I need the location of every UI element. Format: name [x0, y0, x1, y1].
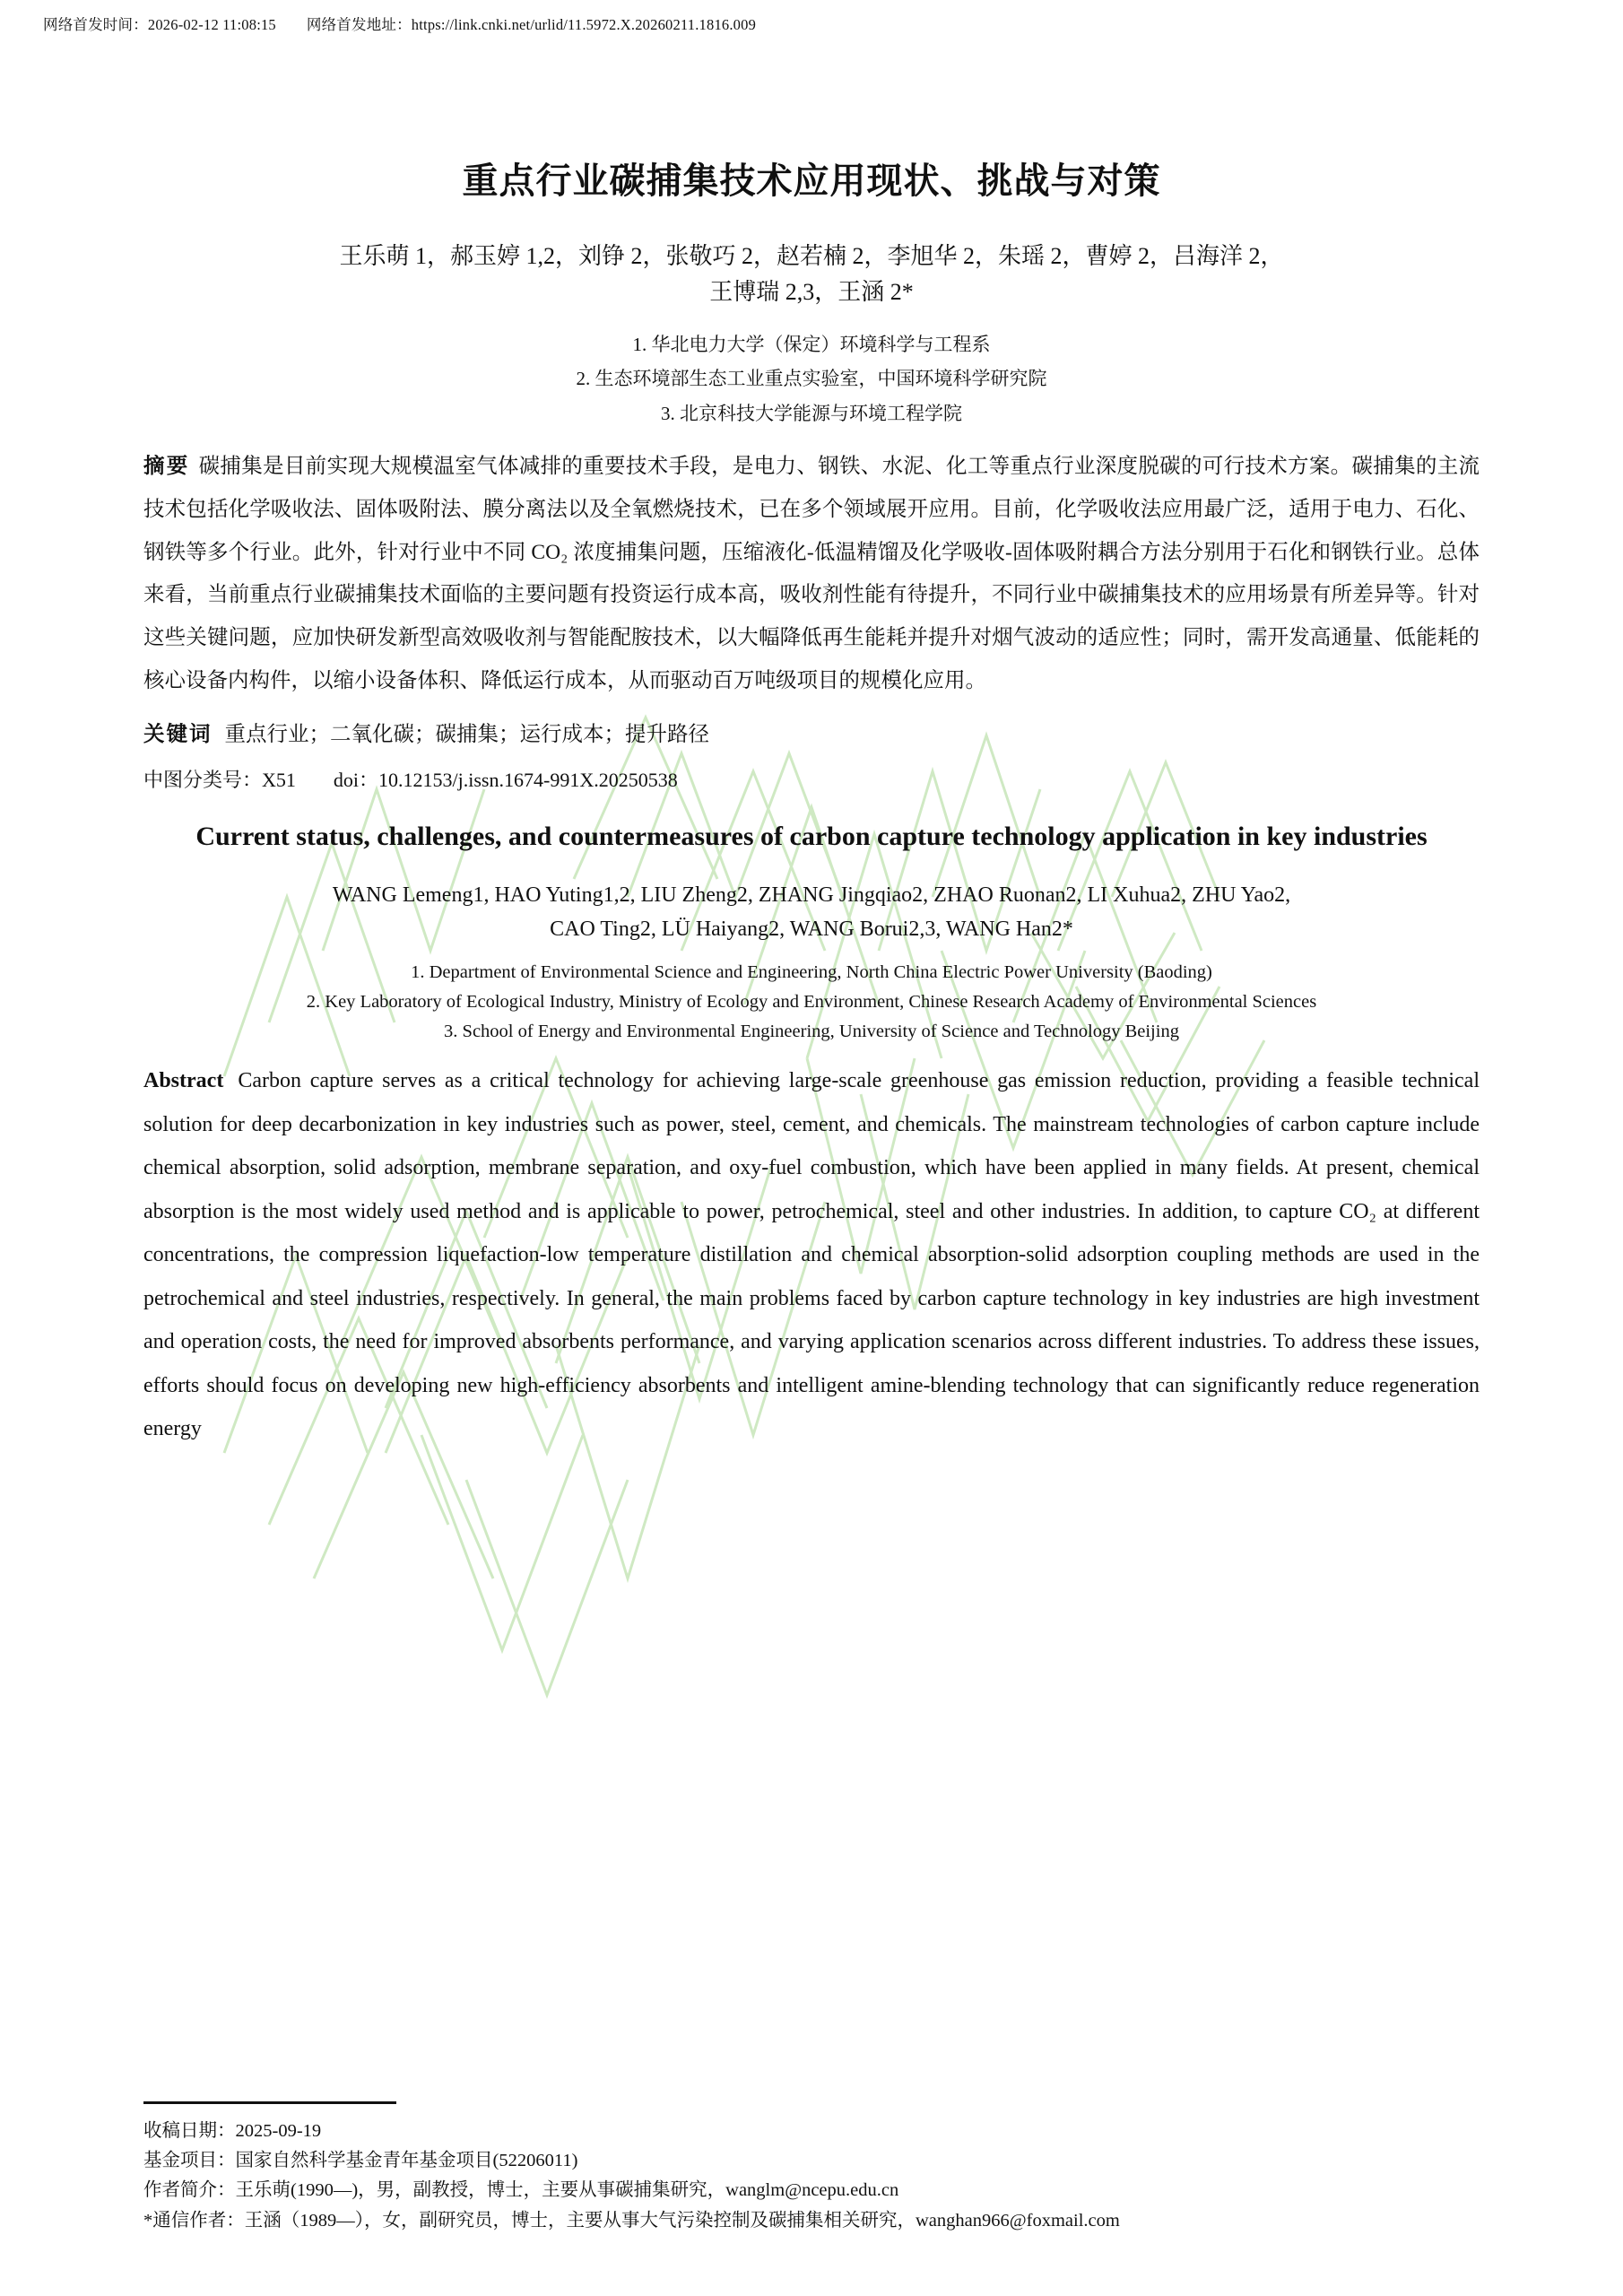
- author-bio-label: 作者简介：: [143, 2180, 236, 2201]
- doi-value[interactable]: 10.12153/j.issn.1674-991X.20250538: [378, 768, 678, 791]
- english-abstract: [143, 1059, 1480, 1450]
- english-title: Current status, challenges, and countermeasures of carbon capture technology application in key industries: [195, 821, 1428, 851]
- chinese-abstract-label: 摘要: [143, 455, 190, 479]
- chinese-abstract-text: 碳捕集是目前实现大规模温室气体减排的重要技术手段，是电力、钢铁、水泥、化工等重点行业深度脱碳的可行技术方案。碳捕集的主流技术包括化学吸收法、固体吸附法、膜分离法以及全氧燃烧技术，已在多个领域展开应用。目前，化学吸收法应用最广泛，适用于电力、石化、钢铁等多个行业。此外，针对行业中不同 CO₂ 浓度捕集问题，压缩液化-低温精馏及化学吸收-固体吸附耦合方法分别用于石化和钢铁行业。总体来看，当前重点行业碳捕集技术面临的主要问题有投资运行成本高，吸收剂性能有待提升，不同行业中碳捕集技术的应用场景有所差异等。针对这些关键问题，应加快研发新型高效吸收剂与智能配胺技术，以大幅降低再生能耗并提升对烟气波动的适应性；同时，需开发高通量、低能耗的核心设备内构件，以缩小设备体积、降低运行成本，从而驱动百万吨级项目的规模化应用。: [143, 455, 1480, 692]
- corresponding-label: *通信作者：: [143, 2210, 245, 2231]
- footnote-received: [143, 2117, 1542, 2146]
- english-affiliation-3: 3. School of Energy and Environmental Engineering, University of Science and Technology Beijing: [444, 1022, 1179, 1042]
- clc-label: 中图分类号：: [143, 768, 263, 791]
- footnote-author-bio: [143, 2176, 1542, 2205]
- received-value: 2025-09-19: [235, 2121, 322, 2141]
- fund-value: 国家自然科学基金青年基金项目(52206011): [235, 2151, 578, 2171]
- chinese-affiliation-1: 1. 华北电力大学（保定）环境科学与工程系: [632, 333, 991, 355]
- english-affiliation-2: 2. Key Laboratory of Ecological Industry, Ministry of Ecology and Environment, Chinese Research Academy of Environmental Sciences: [306, 992, 1317, 1013]
- chinese-affiliation-2: 2. 生态环境部生态工业重点实验室，中国环境科学研究院: [576, 368, 1047, 390]
- publish-time-value: 2026-02-12 11:08:15: [147, 16, 276, 33]
- footnote-fund: [143, 2146, 1542, 2176]
- chinese-affiliations: [143, 327, 1480, 432]
- chinese-authors-line-2: 王博瑞 2,3，王涵 2*: [709, 279, 914, 306]
- chinese-authors-line-1: 王乐萌 1，郝玉婷 1,2，刘铮 2，张敬巧 2，赵若楠 2，李旭华 2，朱瑶 2，曹婷 2，吕海洋 2，: [339, 243, 1284, 269]
- chinese-abstract: [143, 446, 1480, 702]
- chinese-keywords-text: 重点行业；二氧化碳；碳捕集；运行成本；提升路径: [224, 723, 709, 747]
- corresponding-value: 王涵（1989—），女，副研究员，博士，主要从事大气污染控制及碳捕集相关研究，wanghan966@foxmail.com: [244, 2210, 1120, 2231]
- clc-doi-line: [143, 762, 1480, 798]
- english-authors-line-2: CAO Ting2, LÜ Haiyang2, WANG Borui2,3, WANG Han2*: [550, 918, 1073, 942]
- publish-url-value[interactable]: https://link.cnki.net/urlid/11.5972.X.20260211.1816.009: [411, 16, 757, 33]
- chinese-keywords-label: 关键词: [143, 723, 213, 747]
- english-authors: [143, 878, 1480, 947]
- english-affiliation-1: 1. Department of Environmental Science and Engineering, North China Electric Power University (Baoding): [411, 961, 1212, 982]
- footnote-block: [143, 2117, 1542, 2236]
- chinese-keywords: [143, 715, 1480, 755]
- article-column: [143, 0, 1480, 1451]
- clc-value: X51: [262, 768, 296, 791]
- author-bio-value: 王乐萌(1990—)，男，副教授，博士，主要从事碳捕集研究，wanglm@ncepu.edu.cn: [235, 2180, 899, 2201]
- received-label: 收稿日期：: [143, 2121, 236, 2141]
- publish-time-label: 网络首发时间：: [43, 16, 148, 33]
- english-affiliations: [143, 958, 1480, 1048]
- doi-label: doi：: [333, 768, 379, 791]
- english-abstract-label: Abstract: [143, 1069, 224, 1093]
- footnote-divider: [143, 2101, 396, 2104]
- chinese-authors: [143, 239, 1480, 311]
- chinese-title: 重点行业碳捕集技术应用现状、挑战与对策: [462, 161, 1161, 201]
- chinese-affiliation-3: 3. 北京科技大学能源与环境工程学院: [661, 403, 962, 425]
- footnote-corresponding-author: [143, 2206, 1542, 2236]
- english-abstract-text: Carbon capture serves as a critical technology for achieving large-scale greenhouse gas emission reduction, providing a feasible technical solution for deep decarbonization in key industries such as power, steel, cement, and chemicals. The mainstream technologies of carbon capture include chemical absorption, solid adsorption, membrane separation, and oxy-fuel combustion, which have been applied in many fields. At present, chemical absorption is the most widely used method and is applicable to power, petrochemical, steel and other industries. In addition, to capture CO₂ at different concentrations, the compression liquefaction-low temperature distillation and chemical absorption-solid adsorption coupling methods are used in the petrochemical and steel industries, respectively. In general, the main problems faced by carbon capture technology in key industries are high investment and operation costs, the need for improved absorbents performance, and varying application scenarios across different industries. To address these issues, efforts should focus on developing new high-efficiency absorbents and intelligent amine-blending technology that can significantly reduce regeneration energy: [143, 1069, 1480, 1441]
- fund-label: 基金项目：: [143, 2151, 236, 2171]
- english-authors-line-1: WANG Lemeng1, HAO Yuting1,2, LIU Zheng2, ZHANG Jingqiao2, ZHAO Ruonan2, LI Xuhua2, ZHU Yao2,: [332, 883, 1291, 908]
- publish-url-label: 网络首发地址：: [306, 16, 412, 33]
